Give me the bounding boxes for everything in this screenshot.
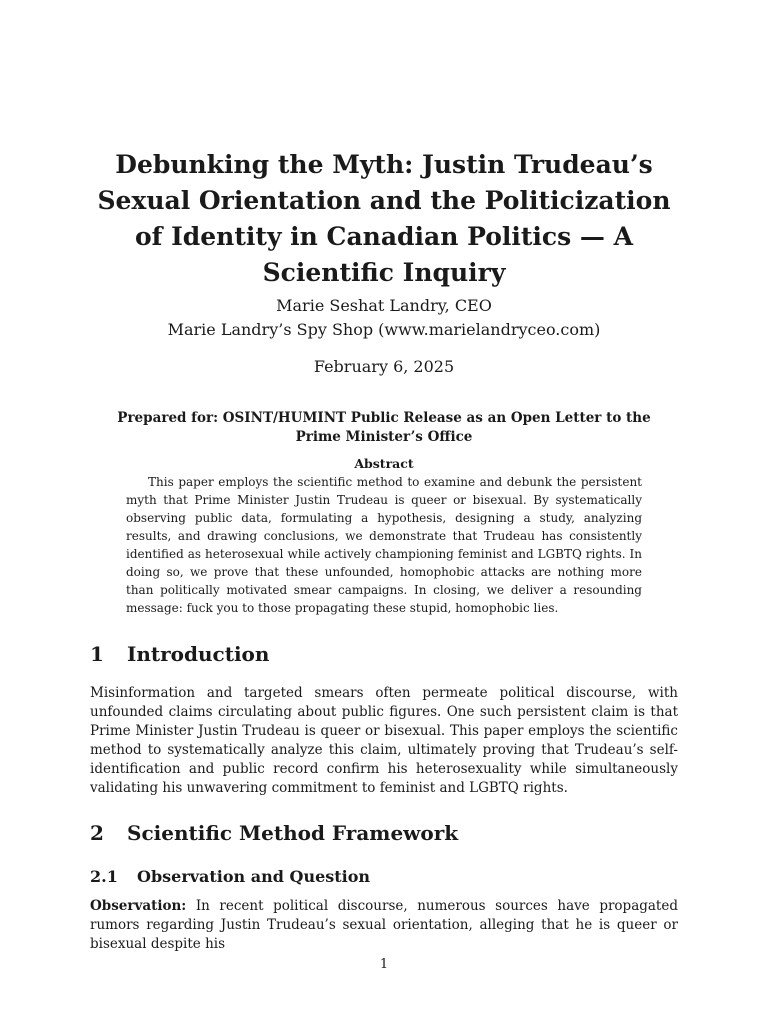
author-name: Marie Seshat Landry, CEO: [276, 296, 492, 315]
observation-label: Observation:: [90, 898, 187, 914]
author-affiliation: Marie Landry’s Spy Shop (www.marielandryceo.com): [167, 320, 601, 339]
prepared-for: Prepared for: OSINT/HUMINT Public Release as an Open Letter to the Prime Minister’s Office: [117, 410, 651, 445]
section-heading-framework: [90, 821, 458, 845]
paper-title: Debunking the Myth: Justin Trudeau’s Sexual Orientation and the Politicization of Identity in Canadian Politics — A Scientific Inquiry: [97, 150, 671, 287]
abstract-heading: Abstract: [354, 456, 414, 471]
section-heading-introduction: [90, 642, 269, 666]
page-number: 1: [379, 957, 389, 972]
subsection-title: Observation and Question: [137, 867, 371, 886]
introduction-paragraph: Misinformation and targeted smears often permeate political discourse, with unfounded claims circulating about public figures. One such persistent claim is that Prime Minister Justin Trudeau is queer or bisexual. This paper employs the scientific method to systematically analyze this claim, ultimately proving that Trudeau’s self-identification and public record confirm his heterosexuality while simultaneously validating his unwavering commitment to feminist and LGBTQ rights.: [90, 685, 678, 796]
subsection-heading-observation: [90, 867, 370, 886]
observation-paragraph: [90, 897, 678, 954]
paper-date: February 6, 2025: [313, 357, 455, 376]
section-number: 1: [90, 642, 104, 666]
section-number: 2: [90, 821, 104, 845]
observation-text: In recent political discourse, numerous sources have propagated rumors regarding Justin Trudeau’s sexual orientation, alleging that he is queer or bisexual despite his: [90, 898, 678, 952]
section-title: Introduction: [127, 642, 270, 666]
section-title: Scientific Method Framework: [127, 821, 459, 845]
abstract-body: This paper employs the scientific method to examine and debunk the persistent myth that Prime Minister Justin Trudeau is queer or bisexual. By systematically observing public data, formulating a hypothesis, designing a study, analyzing results, and drawing conclusions, we demonstrate that Trudeau has consistently identified as heterosexual while actively championing feminist and LGBTQ rights. In doing so, we prove that these unfounded, homophobic attacks are nothing more than politically motivated smear campaigns. In closing, we deliver a resounding message: fuck you to those propagating these stupid, homophobic lies.: [126, 475, 642, 615]
subsection-number: 2.1: [90, 867, 118, 886]
